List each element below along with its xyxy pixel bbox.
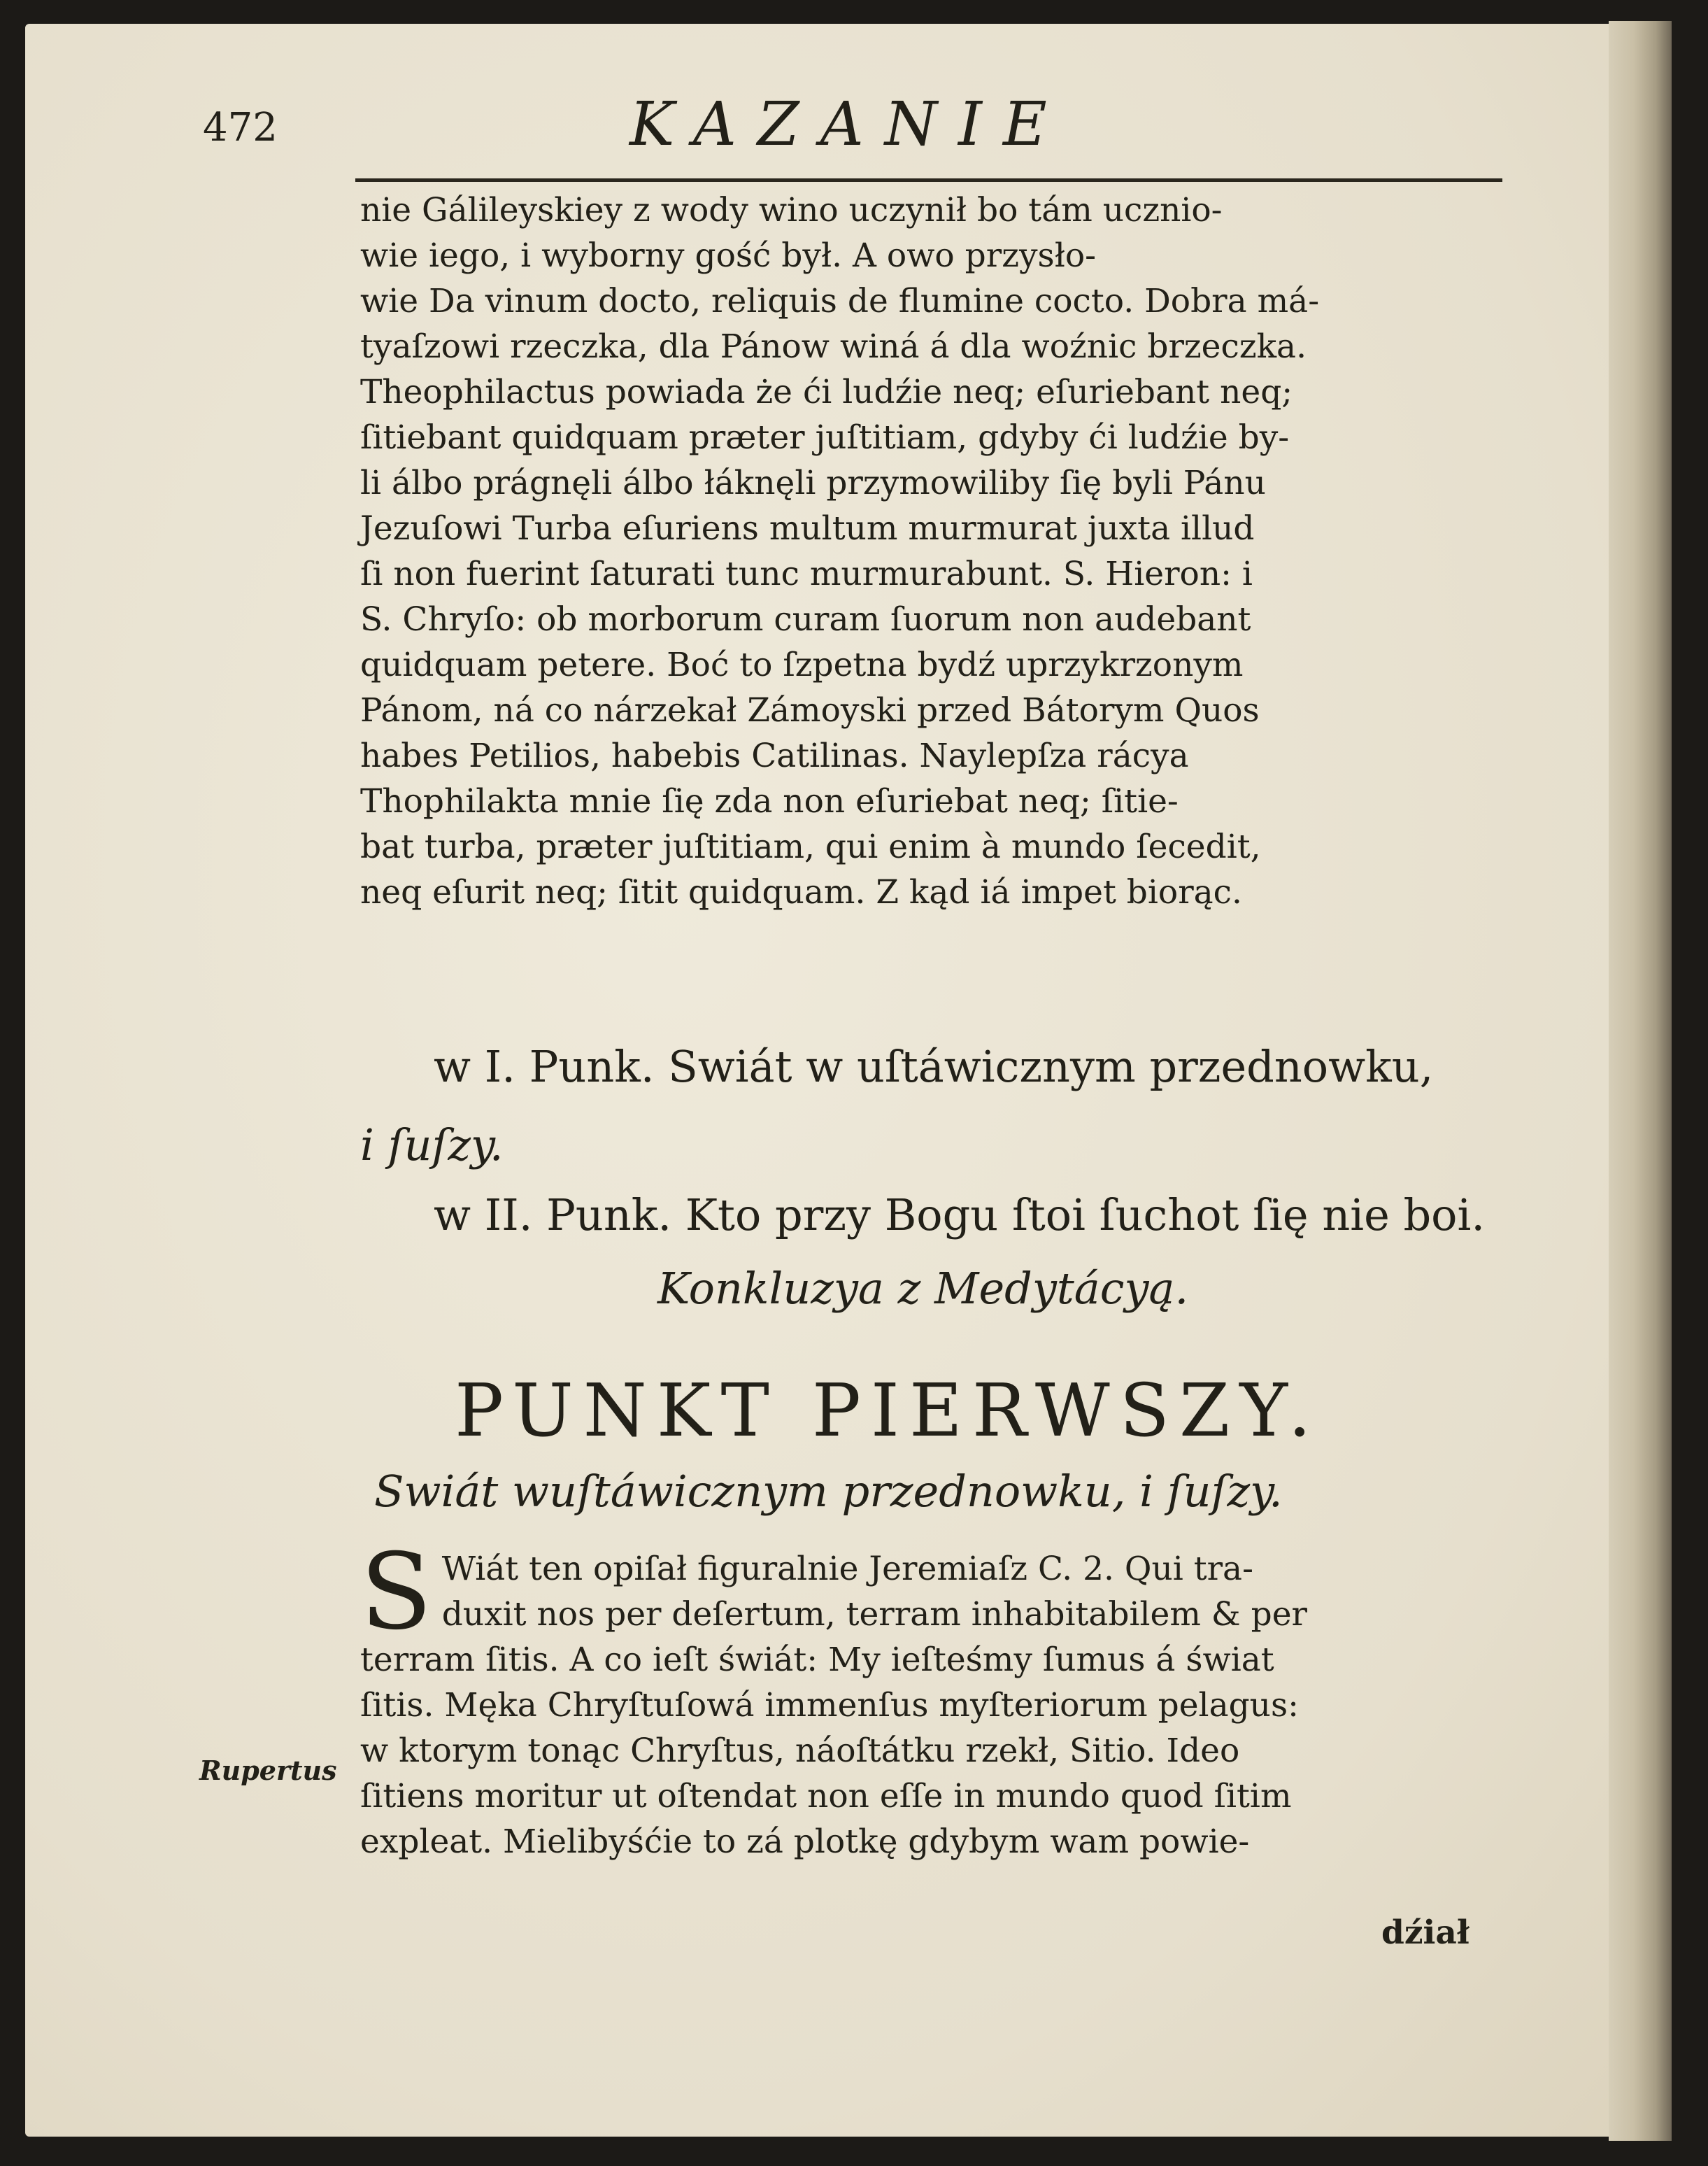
page-gutter [1609, 21, 1672, 2141]
text-line: duxit nos per deſertum, terram inhabitabilem & per [441, 1595, 1308, 1634]
text-line: terram ſitis. A co ieſt świát: My ieſteśmy ſumus á świat [360, 1641, 1274, 1679]
text-line: Theophilactus powiada że ći ludźie neq; eſuriebant neq; [360, 373, 1293, 411]
section-title: PUNKT PIERWSZY. [455, 1368, 1321, 1453]
text-line: Jezuſowi Turba eſuriens multum murmurat juxta illud [360, 509, 1255, 548]
outline-conclusion: Konkluzya z Medytácyą. [657, 1263, 1189, 1314]
text-line: S. Chryſo: ob morborum curam ſuorum non audebant [360, 600, 1251, 639]
text-line: neq eſurit neq; ſitit quidquam. Z kąd iá impet biorąc. [360, 873, 1242, 912]
page-number: 472 [203, 105, 278, 150]
text-line: li álbo prágnęli álbo łáknęli przymowiliby ſię byli Pánu [360, 464, 1266, 502]
text-line: quidquam petere. Boć to ſzpetna bydź uprzykrzonym [360, 646, 1244, 684]
text-line: w ktorym tonąc Chryſtus, náoſtátku rzekł, Sitio. Ideo [360, 1732, 1240, 1770]
text-line: ſitis. Męka Chryſtuſowá immenſus myſteriorum pelagus: [360, 1686, 1299, 1725]
text-line: nie Gálileyskiey z wody wino uczynił bo tám ucznio- [360, 191, 1223, 229]
text-line: wie Da vinum docto, reliquis de flumine cocto. Dobra má- [360, 282, 1320, 320]
text-line: Thophilakta mnie ſię zda non eſuriebat neq; ſitie- [360, 782, 1179, 821]
outline-point-1-cont: i ſuſzy. [360, 1119, 504, 1170]
text-line: wie iego, i wyborny gość był. A owo przysło- [360, 236, 1097, 275]
text-line: Pánom, ná co nárzekał Zámoyski przed Bátorym Quos [360, 691, 1260, 730]
paragraph-2 [360, 1531, 1535, 1864]
text-line: Wiát ten opiſał figuralnie Jeremiaſz C. 2. Qui tra- [441, 1550, 1253, 1588]
text-line: ſi non fuerint ſaturati tunc murmurabunt. S. Hieron: i [360, 555, 1253, 593]
text-line: bat turba, præter juſtitiam, qui enim à mundo ſecedit, [360, 828, 1261, 866]
outline-point-1: w I. Punk. Swiát w uſtáwicznym przednowku, [434, 1041, 1434, 1092]
text-line: habes Petilios, habebis Catilinas. Naylepſza rácya [360, 737, 1189, 775]
text-line: ſitiebant quidquam præter juſtitiam, gdyby ći ludźie by- [360, 418, 1290, 457]
header-rule [355, 178, 1502, 182]
running-head: KAZANIE [629, 90, 1068, 160]
outline-point-2: w II. Punk. Kto przy Bogu ſtoi ſuchot ſię nie boi. [434, 1189, 1486, 1240]
text-line: tyaſzowi rzeczka, dla Pánow winá á dla woźnic brzeczka. [360, 327, 1307, 366]
drop-cap: S [360, 1531, 432, 1653]
margin-note: Rupertus [199, 1755, 337, 1786]
paragraph-1 [360, 187, 1535, 915]
text-line: ſitiens moritur ut oſtendat non eſſe in mundo quod ſitim [360, 1777, 1292, 1815]
catchword: dźiał [1381, 1913, 1469, 1952]
section-subtitle: Swiát wuſtáwicznym przednowku, i ſuſzy. [374, 1466, 1283, 1517]
text-line: expleat. Mielibyśćie to zá plotkę gdybym wam powie- [360, 1822, 1250, 1861]
